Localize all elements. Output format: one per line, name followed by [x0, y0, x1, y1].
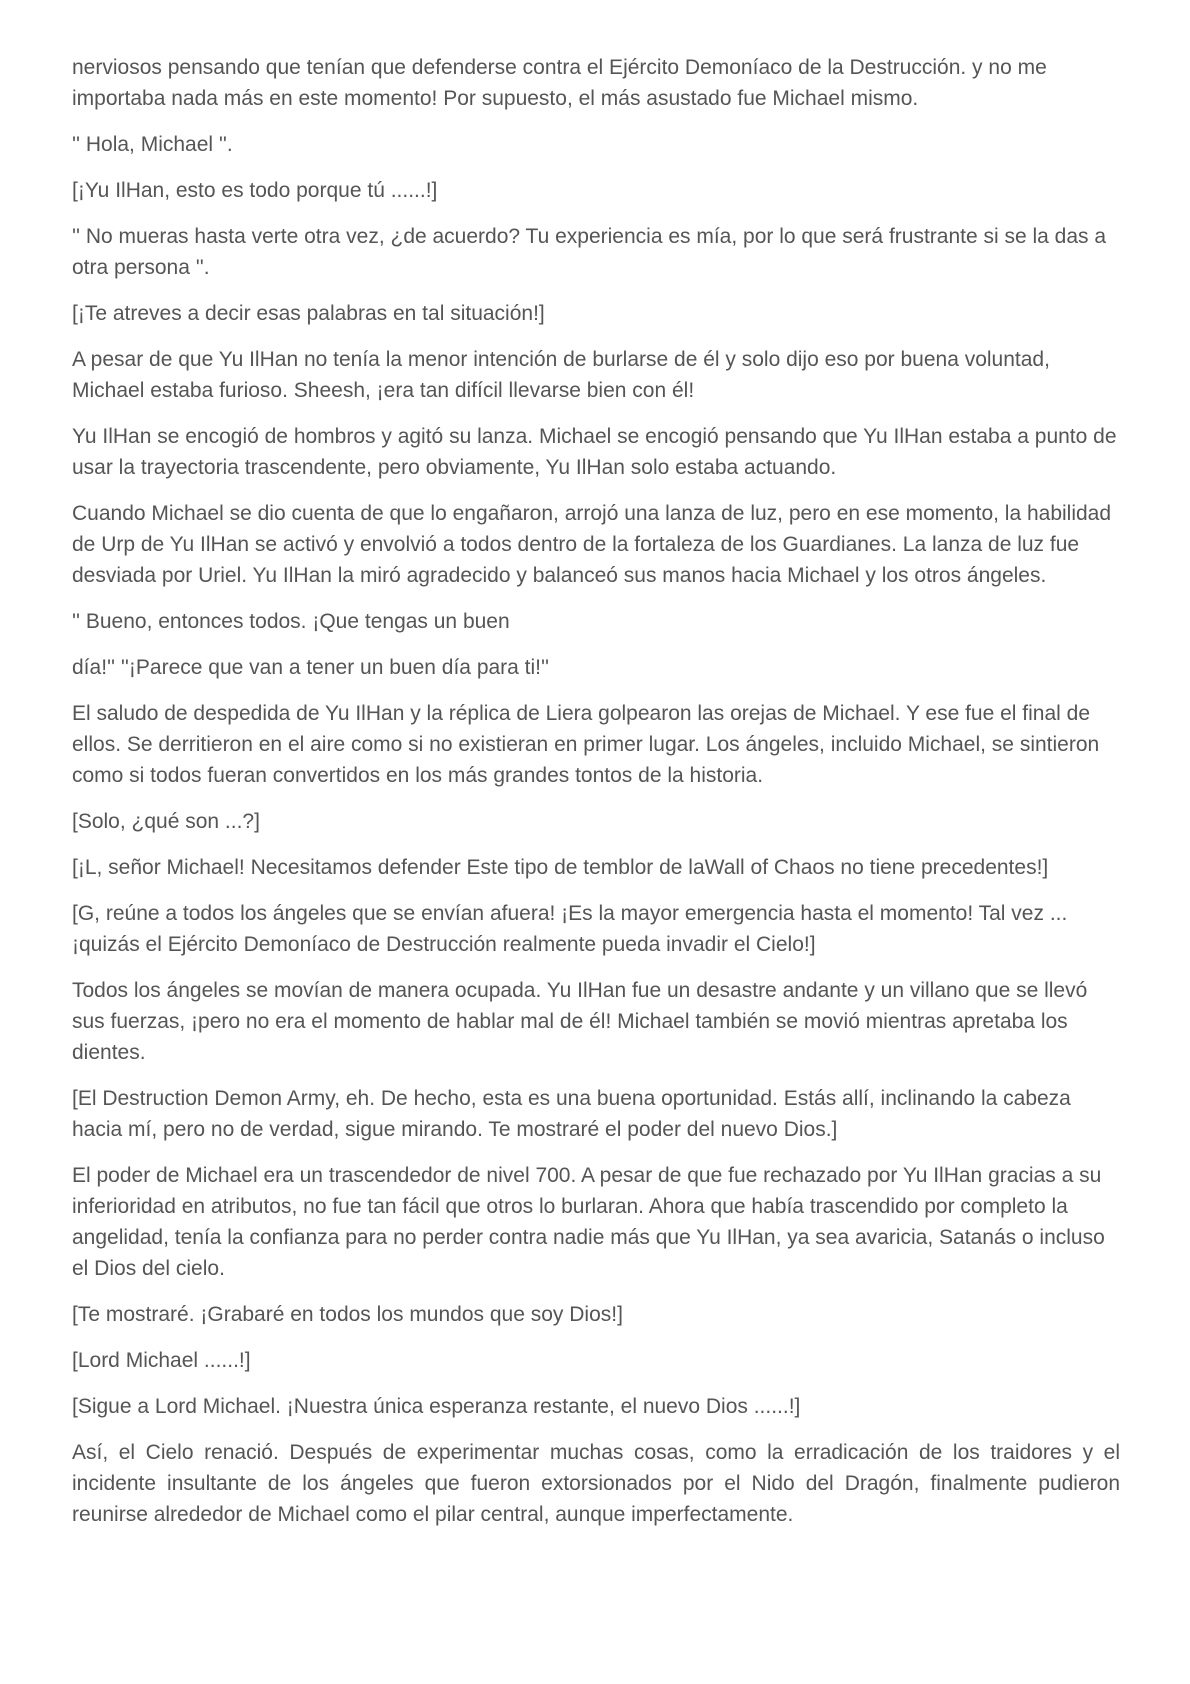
dialogue-line: [Lord Michael ......!] [72, 1349, 251, 1372]
paragraph: Todos los ángeles se movían de manera ocupada. Yu IlHan fue un desastre andante y un villano que se llevó sus fuerzas, ¡pero no era el momento de hablar mal de él! Michael también se movió mientras apretaba los dientes. [72, 979, 1088, 1064]
paragraph: El saludo de despedida de Yu IlHan y la réplica de Liera golpearon las orejas de Michael. Y ese fue el final de ellos. Se derritieron en el aire como si no existieran en primer lugar. Los ángeles, incluido Michael, se sintieron como si todos fueran convertidos en los más grandes tontos de la historia. [72, 702, 1100, 787]
paragraph: nerviosos pensando que tenían que defenderse contra el Ejército Demoníaco de la Destrucción. y no me importaba nada más en este momento! Por supuesto, el más asustado fue Michael mismo. [72, 56, 1047, 110]
dialogue-line: [¡L, señor Michael! Necesitamos defender Este tipo de temblor de laWall of Chaos no tiene precedentes!] [72, 856, 1049, 879]
dialogue-line: [Solo, ¿qué son ...?] [72, 810, 260, 833]
paragraph: Yu IlHan se encogió de hombros y agitó su lanza. Michael se encogió pensando que Yu IlHan estaba a punto de usar la trayectoria trascendente, pero obviamente, Yu IlHan solo estaba actuando. [72, 425, 1117, 479]
document-page [72, 52, 1120, 1545]
dialogue-line: [¡Yu IlHan, esto es todo porque tú ......!] [72, 179, 438, 202]
dialogue-line: [Sigue a Lord Michael. ¡Nuestra única esperanza restante, el nuevo Dios ......!] [72, 1395, 801, 1418]
dialogue-line: '' Bueno, entonces todos. ¡Que tengas un buen [72, 610, 510, 633]
paragraph: A pesar de que Yu IlHan no tenía la menor intención de burlarse de él y solo dijo eso por buena voluntad, Michael estaba furioso. Sheesh, ¡era tan difícil llevarse bien con él! [72, 348, 1050, 402]
dialogue-line: día!'' ''¡Parece que van a tener un buen día para ti!'' [72, 656, 550, 679]
paragraph: Así, el Cielo renació. Después de experimentar muchas cosas, como la erradicación de los traidores y el incidente insultante de los ángeles que fueron extorsionados por el Nido del Dragón, finalmente pudieron reunirse alrededor de Michael como el pilar central, aunque imperfectamente. [72, 1441, 1120, 1526]
dialogue-line: [El Destruction Demon Army, eh. De hecho, esta es una buena oportunidad. Estás allí, inclinando la cabeza hacia mí, pero no de verdad, sigue mirando. Te mostraré el poder del nuevo Dios.] [72, 1087, 1071, 1141]
paragraph: Cuando Michael se dio cuenta de que lo engañaron, arrojó una lanza de luz, pero en ese momento, la habilidad de Urp de Yu IlHan se activó y envolvió a todos dentro de la fortaleza de los Guardianes. La lanza de luz fue desviada por Uriel. Yu IlHan la miró agradecido y balanceó sus manos hacia Michael y los otros ángeles. [72, 502, 1112, 587]
dialogue-line: [¡Te atreves a decir esas palabras en tal situación!] [72, 302, 545, 325]
dialogue-line: '' No mueras hasta verte otra vez, ¿de acuerdo? Tu experiencia es mía, por lo que será frustrante si se la das a otra persona ''. [72, 225, 1107, 279]
dialogue-line: [Te mostraré. ¡Grabaré en todos los mundos que soy Dios!] [72, 1303, 623, 1326]
paragraph: El poder de Michael era un trascendedor de nivel 700. A pesar de que fue rechazado por Yu IlHan gracias a su inferioridad en atributos, no fue tan fácil que otros lo burlaran. Ahora que había trascendido por completo la angelidad, tenía la confianza para no perder contra nadie más que Yu IlHan, ya sea avaricia, Satanás o incluso el Dios del cielo. [72, 1164, 1105, 1280]
dialogue-line: [G, reúne a todos los ángeles que se envían afuera! ¡Es la mayor emergencia hasta el momento! Tal vez ... ¡quizás el Ejército Demoníaco de Destrucción realmente pueda invadir el Cielo!] [72, 902, 1068, 956]
dialogue-line: '' Hola, Michael ''. [72, 133, 233, 156]
